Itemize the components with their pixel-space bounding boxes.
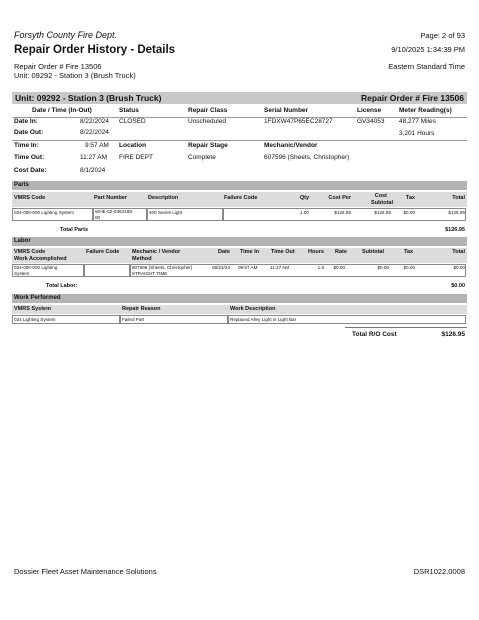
report-title: Repair Order History - Details bbox=[14, 44, 176, 56]
parts-title: Parts bbox=[14, 182, 30, 188]
label-time-out: Time Out: bbox=[14, 154, 45, 161]
total-ro-rule bbox=[345, 327, 467, 328]
parts-total-value: $126.95 bbox=[445, 227, 465, 233]
value-license: GV34053 bbox=[357, 118, 385, 125]
labor-total-label: Total Labor: bbox=[46, 283, 78, 289]
work-col-vmrs: VMRS System bbox=[14, 306, 51, 312]
value-status: CLOSED bbox=[119, 118, 146, 125]
labor-col-vmrs-2: Work Accomplished bbox=[14, 256, 67, 262]
labor-col-failure: Failure Code bbox=[86, 249, 120, 255]
labor-title: Labor bbox=[14, 238, 31, 244]
parts-cell-part-2: 00 bbox=[95, 215, 101, 220]
label-date-in: Date In: bbox=[14, 118, 38, 125]
label-serial: Serial Number bbox=[264, 107, 309, 114]
label-status: Status bbox=[119, 107, 139, 114]
labor-cell-date: 08/22/24 bbox=[212, 265, 230, 270]
labor-col-mech-2: Method bbox=[132, 256, 152, 262]
labor-cell-total: $0.00 bbox=[453, 265, 465, 270]
parts-col-total: Total bbox=[452, 195, 465, 201]
labor-section-header bbox=[12, 237, 467, 246]
label-mechanic: Mechanic/Vendor bbox=[264, 142, 318, 149]
labor-cell-tax: $0.00 bbox=[403, 265, 415, 270]
header-repair-order: Repair Order # Fire 13506 bbox=[14, 62, 102, 71]
work-title: Work Performed bbox=[14, 295, 61, 301]
label-cost-date: Cost Date: bbox=[14, 167, 47, 174]
parts-cell-desc: 400 Series Light bbox=[149, 210, 183, 215]
parts-col-qty: Qty bbox=[299, 195, 309, 201]
table-row bbox=[12, 208, 467, 222]
label-meter: Meter Reading(s) bbox=[399, 107, 452, 114]
label-repair-class: Repair Class bbox=[188, 107, 228, 114]
work-cell-vmrs: 034 Lighting System bbox=[14, 317, 56, 322]
parts-cell-total: $126.95 bbox=[448, 210, 465, 215]
value-time-in: 9:57 AM bbox=[85, 142, 109, 149]
labor-col-hours: Hours bbox=[308, 249, 324, 255]
parts-col-cost-sub-1: Cost bbox=[374, 193, 387, 199]
parts-column-headers bbox=[12, 192, 467, 207]
value-repair-class: Unscheduled bbox=[188, 118, 226, 125]
labor-cell-subtotal: $0.00 bbox=[377, 265, 389, 270]
labor-column-headers bbox=[12, 248, 467, 263]
parts-col-tax: Tax bbox=[405, 195, 415, 201]
labor-cell-time-out: 11:27 AM bbox=[270, 265, 290, 270]
parts-col-cost-per: Cost Per bbox=[328, 195, 351, 201]
work-section-header bbox=[12, 294, 467, 303]
work-cell-reason: Failed Part bbox=[122, 317, 145, 322]
band-unit: Unit: 09292 - Station 3 (Brush Truck) bbox=[15, 93, 162, 103]
total-ro-value: $126.95 bbox=[441, 331, 465, 338]
label-time-in: Time In: bbox=[14, 142, 39, 149]
parts-cell-vmrs: 034-000-000 Lighting System bbox=[14, 210, 75, 215]
work-col-reason: Repair Reason bbox=[122, 306, 161, 312]
label-date-time: Date / Time (In-Out) bbox=[32, 107, 92, 114]
value-date-out: 8/22/2024 bbox=[80, 129, 109, 136]
table-row bbox=[12, 264, 467, 278]
page-number: Page: 2 of 93 bbox=[420, 31, 465, 40]
info-rule-2 bbox=[12, 140, 467, 141]
labor-col-total: Total bbox=[452, 249, 465, 255]
info-rule-1 bbox=[12, 117, 467, 118]
labor-col-tax: Tax bbox=[404, 249, 414, 255]
labor-col-date: Date bbox=[218, 249, 230, 255]
value-mechanic: 607596 (Sheets, Christopher) bbox=[264, 154, 350, 161]
labor-cell-mech-2: STRAIGHT TIME bbox=[132, 271, 168, 276]
labor-total-value: $0.00 bbox=[451, 283, 465, 289]
footer-company: Dossier Fleet Asset Maintenance Solutions bbox=[14, 567, 157, 576]
parts-cell-tax: $0.00 bbox=[403, 210, 415, 215]
value-serial: 1FDXW47P65EC28727 bbox=[264, 118, 333, 125]
parts-cell-cost-per: $126.95 bbox=[334, 210, 351, 215]
cell-border bbox=[84, 264, 130, 277]
parts-cell-qty: 1.00 bbox=[300, 210, 309, 215]
parts-col-failure: Failure Code bbox=[224, 195, 258, 201]
band-repair-order: Repair Order # Fire 13506 bbox=[360, 93, 464, 103]
footer-report-code: DSR1022.0008 bbox=[413, 567, 465, 576]
unit-band bbox=[12, 92, 467, 104]
labor-cell-rate: $0.00 bbox=[333, 265, 345, 270]
value-date-in: 8/22/2024 bbox=[80, 118, 109, 125]
value-repair-stage: Complete bbox=[188, 154, 216, 161]
total-ro-label: Total R/O Cost bbox=[352, 331, 397, 338]
labor-cell-hours: 1.5 bbox=[317, 265, 324, 270]
value-meter-hours: 3,201 Hours bbox=[399, 130, 435, 137]
labor-col-subtotal: Subtotal bbox=[362, 249, 384, 255]
labor-cell-mech-1: 607596 (Sheets, Christopher) bbox=[132, 265, 193, 270]
table-row bbox=[12, 315, 467, 324]
value-cost-date: 8/1/2024 bbox=[80, 167, 106, 174]
labor-col-time-in: Time In bbox=[240, 249, 260, 255]
parts-col-desc: Description bbox=[148, 195, 179, 201]
labor-col-vmrs-1: VMRS Code bbox=[14, 249, 46, 255]
value-meter-miles: 48,277 Miles bbox=[399, 118, 436, 125]
labor-cell-time-in: 09:57 AM bbox=[238, 265, 258, 270]
report-datetime: 9/10/2025 1:34:39 PM bbox=[391, 45, 465, 54]
labor-cell-vmrs-2: System bbox=[14, 271, 30, 276]
header-subtitle bbox=[14, 62, 136, 80]
labor-col-time-out: Time Out bbox=[271, 249, 295, 255]
org-name: Forsyth County Fire Dept. bbox=[14, 30, 118, 40]
label-date-out: Date Out: bbox=[14, 129, 44, 136]
labor-col-rate: Rate bbox=[335, 249, 347, 255]
parts-cell-part-1: WHE-02-0363189- bbox=[95, 209, 134, 214]
label-repair-stage: Repair Stage bbox=[188, 142, 228, 149]
parts-total-label: Total Parts bbox=[60, 227, 89, 233]
value-location: FIRE DEPT bbox=[119, 154, 153, 161]
parts-col-vmrs: VMRS Code bbox=[14, 195, 46, 201]
header-unit: Unit: 09292 - Station 3 (Brush Truck) bbox=[14, 71, 136, 80]
work-column-headers bbox=[12, 305, 467, 314]
labor-col-mech-1: Mechanic / Vendor bbox=[132, 249, 181, 255]
parts-col-cost-sub-2: Subtotal bbox=[371, 200, 393, 206]
label-location: Location bbox=[119, 142, 147, 149]
work-cell-desc: Replaced Alley Light in Light Bar bbox=[230, 317, 297, 322]
label-license: License bbox=[357, 107, 382, 114]
report-timezone: Eastern Standard Time bbox=[388, 62, 465, 71]
value-time-out: 11:27 AM bbox=[80, 154, 107, 161]
work-col-desc: Work Description bbox=[230, 306, 276, 312]
labor-cell-vmrs-1: 034-000-000 Lighting bbox=[14, 265, 58, 270]
parts-section-header bbox=[12, 181, 467, 190]
parts-cell-cost-sub: $126.95 bbox=[374, 210, 391, 215]
parts-col-part: Part Number bbox=[94, 195, 128, 201]
